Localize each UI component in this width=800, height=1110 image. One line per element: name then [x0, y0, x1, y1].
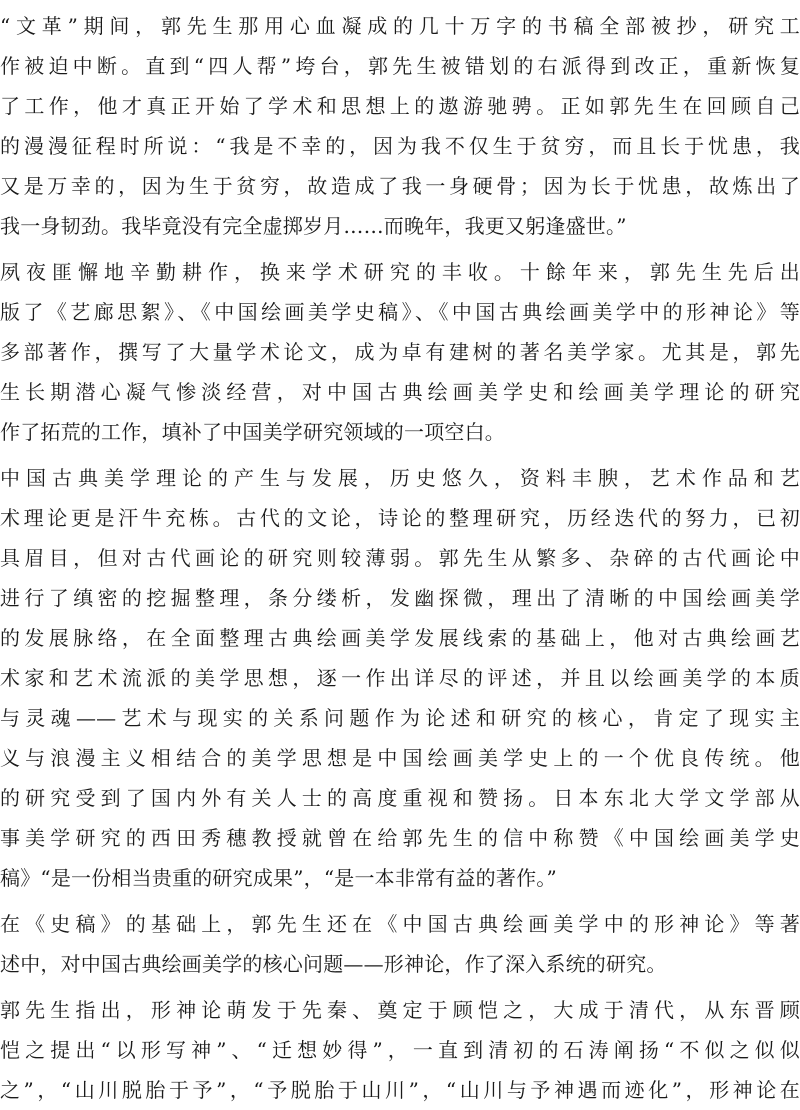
paragraph-5 [0, 990, 800, 1110]
text-line: 术理论更是汗牛充栋。古代的文论，诗论的整理研究，历经迭代的努力，已初 [0, 506, 800, 530]
text-line: 中国古典美学理论的产生与发展，历史悠久，资料丰腴，艺术作品和艺 [0, 466, 800, 490]
text-line: 多部著作，撰写了大量学术论文，成为卓有建树的著名美学家。尤其是，郭先 [0, 340, 800, 364]
text-line: 郭先生指出，形神论萌发于先秦、奠定于顾恺之，大成于清代，从东晋顾 [0, 998, 800, 1022]
text-line: 进行了缜密的挖掘整理，条分缕析，发幽探微，理出了清晰的中国绘画美学 [0, 586, 800, 610]
text-line: 的研究受到了国内外有关人士的高度重视和赞扬。日本东北大学文学部从 [0, 786, 800, 810]
text-line: “文革”期间，郭先生那用心血凝成的几十万字的书稿全部被抄，研究工 [0, 14, 800, 38]
text-line: 了工作，他才真正开始了学术和思想上的遨游驰骋。正如郭先生在回顾自己 [0, 94, 800, 118]
text-line: 的漫漫征程时所说：“我是不幸的，因为我不仅生于贫穷，而且长于忧患，我 [0, 134, 800, 158]
text-line: 术家和艺术流派的美学思想，逐一作出详尽的评述，并且以绘画美学的本质 [0, 666, 800, 690]
text-line: 作了拓荒的工作，填补了中国美学研究领域的一项空白。 [0, 420, 505, 444]
text-line: 作被迫中断。直到“四人帮”垮台，郭先生被错划的右派得到改正，重新恢复 [0, 54, 800, 78]
text-line: 稿》“是一份相当贵重的研究成果”，“是一本非常有益的著作。” [0, 866, 557, 890]
paragraph-2 [0, 252, 800, 452]
paragraph-4 [0, 904, 800, 984]
text-line: 恺之提出“以形写神”、“迁想妙得”，一直到清初的石涛阐扬“不似之似似 [0, 1038, 800, 1062]
text-line: 的发展脉络，在全面整理古典绘画美学发展线索的基础上，他对古典绘画艺 [0, 626, 800, 650]
paragraph-1 [0, 6, 800, 246]
text-line: 具眉目，但对古代画论的研究则较薄弱。郭先生从繁多、杂碎的古代画论中 [0, 546, 800, 570]
text-line: 之”，“山川脱胎于予”，“予脱胎于山川”，“山川与予神遇而迹化”，形神论在 [0, 1078, 800, 1102]
text-line: 与灵魂——艺术与现实的关系问题作为论述和研究的核心，肯定了现实主 [0, 706, 800, 730]
text-line: 夙夜匪懈地辛勤耕作，换来学术研究的丰收。十餘年来，郭先生先后出 [0, 260, 800, 284]
text-line: 事美学研究的西田秀穗教授就曾在给郭先生的信中称赞《中国绘画美学史 [0, 826, 800, 850]
text-line: 在《史稿》的基础上，郭先生还在《中国古典绘画美学中的形神论》等著 [0, 912, 800, 936]
text-line: 版了《艺廊思絮》、《中国绘画美学史稿》、《中国古典绘画美学中的形神论》等 [0, 300, 800, 324]
paragraph-3 [0, 458, 800, 898]
text-line: 义与浪漫主义相结合的美学思想是中国绘画美学史上的一个优良传统。他 [0, 746, 800, 770]
text-line: 述中，对中国古典绘画美学的核心问题——形神论，作了深入系统的研究。 [0, 952, 667, 976]
text-line: 又是万幸的，因为生于贫穷，故造成了我一身硬骨；因为长于忧患，故炼出了 [0, 174, 800, 198]
text-line: 生长期潜心凝气惨淡经营，对中国古典绘画美学史和绘画美学理论的研究 [0, 380, 800, 404]
text-line: 我一身韧劲。我毕竟没有完全虚掷岁月……而晚年，我更又躬逢盛世。” [0, 214, 627, 238]
